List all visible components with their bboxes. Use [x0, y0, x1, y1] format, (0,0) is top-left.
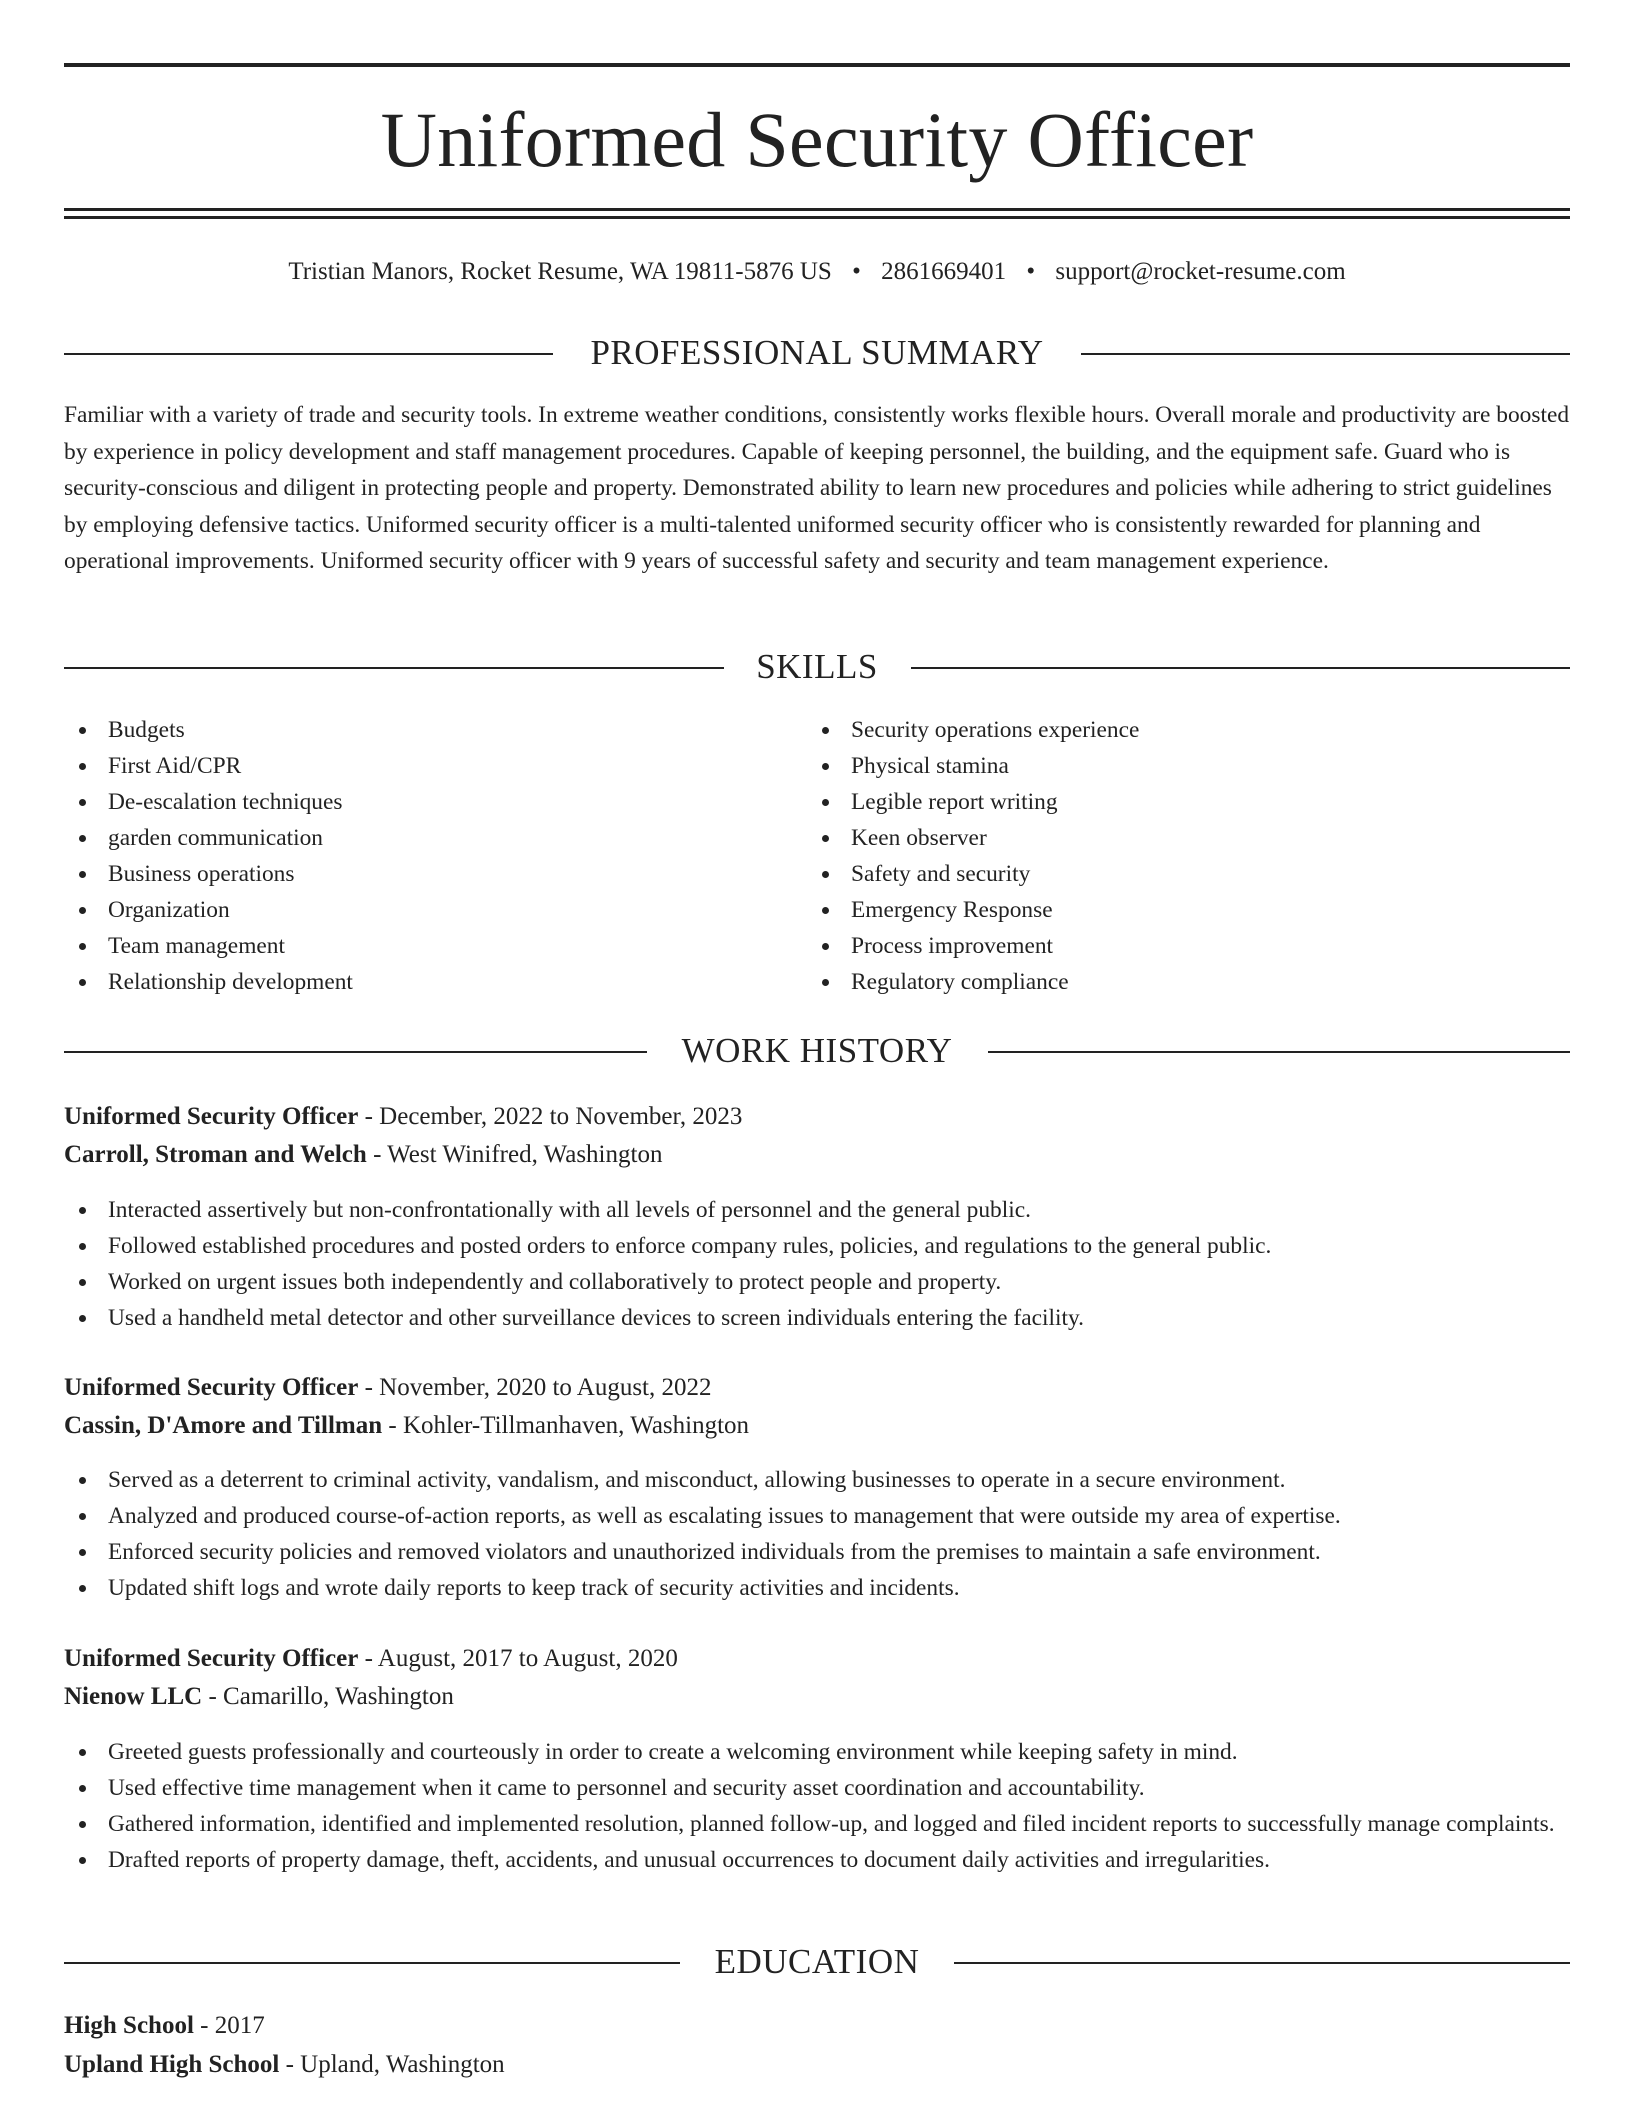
skill-item: Legible report writing	[807, 784, 1570, 820]
job-title: Uniformed Security Officer	[64, 1374, 359, 1401]
duty-item: Worked on urgent issues both independently and collaboratively to protect people and property.	[64, 1264, 1570, 1300]
skill-item: Organization	[64, 892, 804, 928]
job-dates: - December, 2022 to November, 2023	[358, 1103, 743, 1130]
job-location: - Kohler-Tillmanhaven, Washington	[382, 1412, 750, 1439]
job-location: - West Winifred, Washington	[366, 1141, 663, 1168]
duty-item: Served as a deterrent to criminal activity, vandalism, and misconduct, allowing businesses to operate in a secure environment.	[64, 1462, 1570, 1498]
duty-item: Interacted assertively but non-confrontationally with all levels of personnel and the general public.	[64, 1192, 1570, 1228]
contact-address: Tristian Manors, Rocket Resume, WA 19811-5876 US	[288, 258, 832, 285]
summary-text: Familiar with a variety of trade and security tools. In extreme weather conditions, consistently works flexible hours. Overall morale and productivity are boosted by experience in policy development and staff management procedures. Capable of keeping personnel, the building, and the equipment safe. Guard who is security-conscious and diligent in protecting people and property. Demonstrated ability to learn new procedures and policies while adhering to strict guidelines by employing defensive tactics. Uniformed security officer is a multi-talented uniformed security officer who is consistently rewarded for planning and operational improvements. Uniformed security officer with 9 years of successful safety and security and team management experience.	[64, 402, 1570, 574]
skill-item: De-escalation techniques	[64, 784, 804, 820]
section-title-work: WORK HISTORY	[681, 1031, 953, 1070]
top-rule	[64, 63, 1570, 67]
contact-line	[64, 255, 1570, 289]
education-degree-line	[64, 2008, 265, 2044]
contact-separator: •	[1026, 258, 1036, 285]
section-title-skills: SKILLS	[756, 647, 878, 686]
work-section-header	[64, 1031, 1570, 1071]
job-location: - Camarillo, Washington	[202, 1683, 454, 1710]
job-company: Nienow LLC	[64, 1683, 203, 1710]
duty-item: Followed established procedures and posted orders to enforce company rules, policies, and regulations to the general public.	[64, 1228, 1570, 1264]
summary-section-header	[64, 333, 1570, 373]
job-duties-list	[64, 1462, 1570, 1606]
section-rule-right	[988, 1051, 1570, 1053]
duty-item: Greeted guests professionally and courteously in order to create a welcoming environment while keeping safety in mind.	[64, 1734, 1570, 1770]
skills-section-header	[64, 647, 1570, 687]
duty-item: Updated shift logs and wrote daily reports to keep track of security activities and incidents.	[64, 1570, 1570, 1606]
contact-phone: 2861669401	[881, 258, 1007, 285]
job-title: Uniformed Security Officer	[64, 1103, 359, 1130]
skill-item: Team management	[64, 928, 804, 964]
section-rule-right	[954, 1962, 1570, 1964]
job-title: Uniformed Security Officer	[64, 1645, 359, 1672]
skill-item: Budgets	[64, 712, 804, 748]
skill-item: Regulatory compliance	[807, 964, 1570, 1000]
duty-item: Enforced security policies and removed violators and unauthorized individuals from the premises to maintain a safe environment.	[64, 1534, 1570, 1570]
skill-item: Relationship development	[64, 964, 804, 1000]
section-title-summary: PROFESSIONAL SUMMARY	[590, 333, 1044, 372]
job-duties-list	[64, 1734, 1570, 1878]
job-title-line	[64, 1641, 678, 1677]
contact-separator: •	[852, 258, 861, 285]
skills-list-right	[807, 712, 1570, 1000]
duty-item: Used a handheld metal detector and other surveillance devices to screen individuals entering the facility.	[64, 1300, 1570, 1336]
skill-item: Emergency Response	[807, 892, 1570, 928]
duty-item: Analyzed and produced course-of-action reports, as well as escalating issues to management that were outside my area of expertise.	[64, 1498, 1570, 1534]
education-degree: High School	[64, 2012, 194, 2039]
job-company-line	[64, 1137, 662, 1173]
education-location: - Upland, Washington	[279, 2051, 505, 2078]
duty-item: Used effective time management when it came to personnel and security asset coordination and accountability.	[64, 1770, 1570, 1806]
skill-item: Safety and security	[807, 856, 1570, 892]
job-duties-list	[64, 1192, 1570, 1336]
education-school: Upland High School	[64, 2051, 280, 2078]
job-dates: - August, 2017 to August, 2020	[358, 1645, 678, 1672]
skills-list-left	[64, 712, 804, 1000]
skill-item: First Aid/CPR	[64, 748, 804, 784]
duty-item: Gathered information, identified and implemented resolution, planned follow-up, and logged and filed incident reports to successfully manage complaints.	[64, 1806, 1570, 1842]
job-dates: - November, 2020 to August, 2022	[358, 1374, 712, 1401]
job-title-line	[64, 1370, 712, 1406]
section-title-education: EDUCATION	[714, 1942, 920, 1981]
job-company-line	[64, 1679, 454, 1715]
section-rule-right	[1081, 353, 1570, 355]
contact-email: support@rocket-resume.com	[1055, 258, 1346, 285]
title-rule-upper	[64, 208, 1570, 211]
job-company-line	[64, 1408, 749, 1444]
job-company: Carroll, Stroman and Welch	[64, 1141, 367, 1168]
resume-title: Uniformed Security Officer	[380, 96, 1254, 183]
skill-item: Security operations experience	[807, 712, 1570, 748]
education-school-line	[64, 2047, 505, 2083]
skill-item: Keen observer	[807, 820, 1570, 856]
section-rule-right	[911, 667, 1570, 669]
job-company: Cassin, D'Amore and Tillman	[64, 1412, 383, 1439]
job-title-line	[64, 1099, 742, 1135]
duty-item: Drafted reports of property damage, theft, accidents, and unusual occurrences to document daily activities and irregularities.	[64, 1842, 1570, 1878]
title-rule-lower	[64, 216, 1570, 219]
skill-item: Process improvement	[807, 928, 1570, 964]
education-year: - 2017	[193, 2012, 265, 2039]
skill-item: Business operations	[64, 856, 804, 892]
education-section-header	[64, 1942, 1570, 1982]
skill-item: garden communication	[64, 820, 804, 856]
skill-item: Physical stamina	[807, 748, 1570, 784]
